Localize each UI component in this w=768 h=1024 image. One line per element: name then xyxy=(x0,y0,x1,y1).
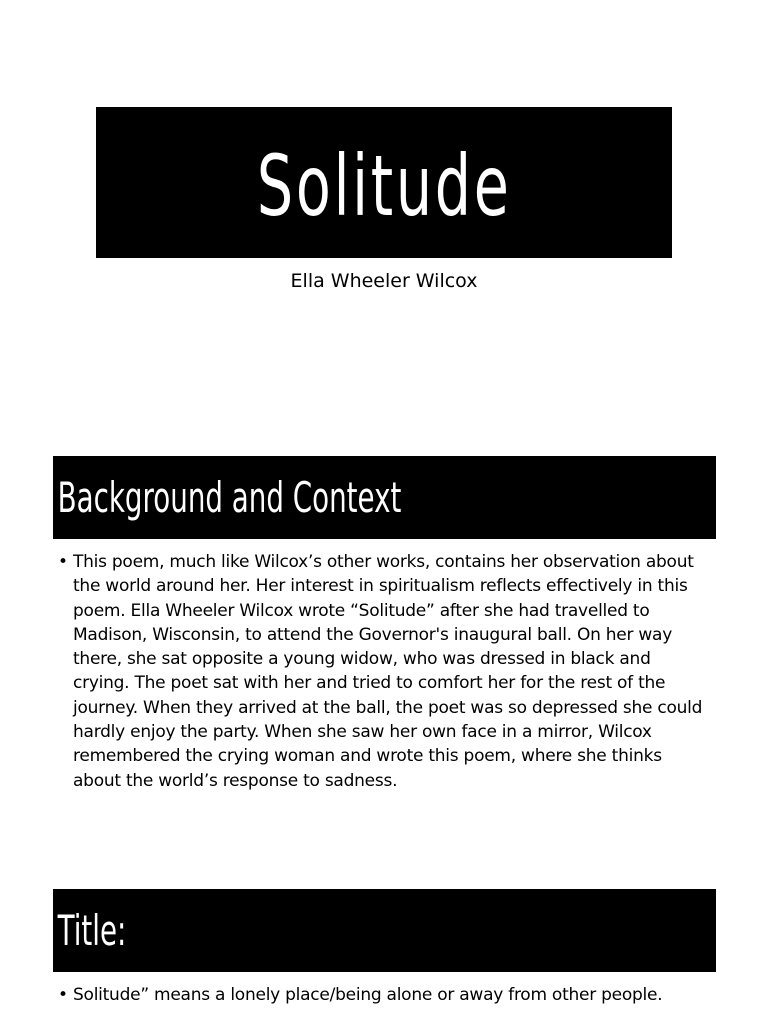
bullet-item: • This poem, much like Wilcox’s other works, contains her observation about the world around her. Her interest in spiritualism reflects effectively in this poem. Ella Wheeler Wilcox wrote “Solitude” after she had travelled to Madison, Wisconsin, to attend the Governor's inaugural ball. On her way there, she sat opposite a young widow, who was dressed in black and crying. The poet sat with her and tried to comfort her for the rest of the journey. When they arrived at the ball, the poet was so depressed she could hardly enjoy the party. When she saw her own face in a mirror, Wilcox remembered the crying woman and wrote this poem, where she thinks about the world’s response to sadness. xyxy=(58,550,708,793)
section-heading: Background and Context xyxy=(57,472,402,522)
title-bullet-list xyxy=(58,983,708,1007)
bullet-item: • Solitude” means a lonely place/being alone or away from other people. xyxy=(58,983,708,1007)
section-header-title xyxy=(53,889,716,972)
author-name: Ella Wheeler Wilcox xyxy=(290,270,478,292)
section-heading: Title: xyxy=(57,905,127,955)
document-title: Solitude xyxy=(256,136,512,235)
section-header-background xyxy=(53,456,716,539)
background-bullet-list xyxy=(58,550,708,793)
title-banner xyxy=(96,107,672,258)
